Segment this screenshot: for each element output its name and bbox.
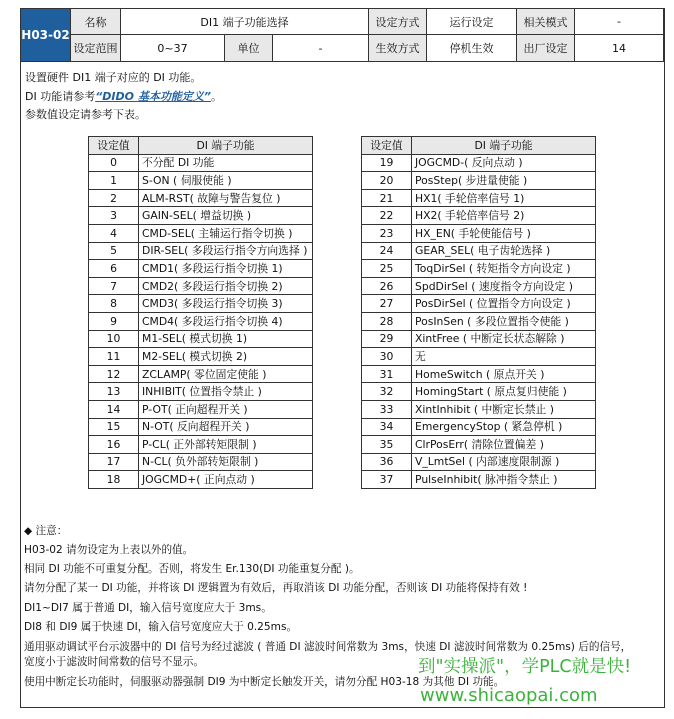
intro-line-1: 设置硬件 DI1 端子对应的 DI 功能。 [25, 71, 202, 84]
table-row [89, 154, 313, 172]
table-row [362, 453, 596, 471]
di-function-cell: P-OT( 正向超程开关 ) [139, 400, 313, 418]
setting-value-cell: 13 [89, 383, 139, 401]
setting-value-cell: 19 [362, 154, 412, 172]
setting-value-cell: 5 [89, 242, 139, 260]
di-function-cell: ToqDirSel ( 转矩指令方向设定 ) [412, 260, 596, 278]
di-function-cell: JOGCMD+( 正向点动 ) [139, 471, 313, 489]
parameter-sheet [20, 8, 665, 708]
di-function-cell: CMD-SEL( 主辅运行指令切换 ) [139, 224, 313, 242]
note-line: DI1~DI7 属于普通 DI，输入信号宽度应大于 3ms。 [24, 602, 272, 614]
di-function-cell: XintInhibit ( 中断定长禁止 ) [412, 400, 596, 418]
table-row [362, 365, 596, 383]
table-row [362, 471, 596, 489]
table-row [89, 260, 313, 278]
di-function-cell: GEAR_SEL( 电子齿轮选择 ) [412, 242, 596, 260]
column-header-value: 设定值 [89, 137, 139, 155]
intro-line-3: 参数值设定请参考下表。 [25, 108, 146, 121]
column-header-function: DI 端子功能 [412, 137, 596, 155]
table-row [362, 383, 596, 401]
default-value: 14 [575, 35, 664, 62]
di-function-cell: S-ON ( 伺服使能 ) [139, 172, 313, 190]
note-line: 宽度小于滤波时间常数的信号不显示。 [24, 656, 205, 668]
table-row [89, 189, 313, 207]
setting-value-cell: 18 [89, 471, 139, 489]
table-row [362, 242, 596, 260]
table-row [362, 277, 596, 295]
table-row [362, 172, 596, 190]
di-function-cell: CMD3( 多段运行指令切换 3) [139, 295, 313, 313]
di-function-cell: ClrPosErr( 清除位置偏差 ) [412, 436, 596, 454]
table-row [362, 189, 596, 207]
setting-value-cell: 28 [362, 312, 412, 330]
table-row [362, 418, 596, 436]
setting-value-cell: 29 [362, 330, 412, 348]
setting-value-cell: 8 [89, 295, 139, 313]
dido-reference-link[interactable]: “DIDO 基本功能定义” [95, 90, 211, 103]
table-row [89, 277, 313, 295]
table-row [89, 295, 313, 313]
di-function-cell: INHIBIT( 位置指令禁止 ) [139, 383, 313, 401]
di-function-cell: CMD4( 多段运行指令切换 4) [139, 312, 313, 330]
effective-label: 生效方式 [369, 35, 427, 62]
table-row [362, 400, 596, 418]
table-row [362, 330, 596, 348]
di-function-cell: DIR-SEL( 多段运行指令方向选择 ) [139, 242, 313, 260]
table-row [362, 224, 596, 242]
effective-value: 停机生效 [427, 35, 517, 62]
di-function-cell: XintFree ( 中断定长状态解除 ) [412, 330, 596, 348]
di-function-cell: P-CL( 正外部转矩限制 ) [139, 436, 313, 454]
setting-value-cell: 16 [89, 436, 139, 454]
setting-value-cell: 6 [89, 260, 139, 278]
table-row [362, 295, 596, 313]
di-function-cell: M2-SEL( 模式切换 2) [139, 348, 313, 366]
watermark-url: www.shicaopai.com [420, 685, 598, 706]
setting-value-cell: 9 [89, 312, 139, 330]
note-line: 通用驱动调试平台示波器中的 DI 信号为经过滤波 ( 普通 DI 滤波时间常数为 3ms，快速 DI 滤波时间常数为 0.25ms) 后的信号， [24, 641, 632, 653]
di-function-cell: CMD2( 多段运行指令切换 2) [139, 277, 313, 295]
setting-value-cell: 22 [362, 207, 412, 225]
parameter-header [21, 9, 664, 62]
di-function-cell: HomeSwitch ( 原点开关 ) [412, 365, 596, 383]
column-header-value: 设定值 [362, 137, 412, 155]
note-line: 使用中断定长功能时，伺服驱动器强制 DI9 为中断定长触发开关，请勿分配 H03-18 为其他 DI 功能。 [24, 676, 505, 688]
setting-value-cell: 3 [89, 207, 139, 225]
setting-value-cell: 10 [89, 330, 139, 348]
table-row [89, 400, 313, 418]
setting-value-cell: 14 [89, 400, 139, 418]
di-function-cell: HX2( 手轮倍率信号 2) [412, 207, 596, 225]
di-function-cell: V_LmtSel ( 内部速度限制源 ) [412, 453, 596, 471]
setting-value-cell: 1 [89, 172, 139, 190]
table-row [362, 436, 596, 454]
note-line: 相同 DI 功能不可重复分配。否则，将发生 Er.130(DI 功能重复分配 )。 [24, 563, 360, 575]
table-row [89, 383, 313, 401]
di-function-cell: JOGCMD-( 反向点动 ) [412, 154, 596, 172]
setting-value-cell: 15 [89, 418, 139, 436]
table-row [89, 312, 313, 330]
setting-value-cell: 34 [362, 418, 412, 436]
di-function-cell: M1-SEL( 模式切换 1) [139, 330, 313, 348]
setting-value-cell: 26 [362, 277, 412, 295]
di-function-cell: PulseInhibit( 脉冲指令禁止 ) [412, 471, 596, 489]
table-row [362, 348, 596, 366]
di-function-cell: N-OT( 反向超程开关 ) [139, 418, 313, 436]
di-function-cell: 无 [412, 348, 596, 366]
intro-line-2-prefix: DI 功能请参考 [25, 90, 96, 103]
note-line: DI8 和 DI9 属于快速 DI，输入信号宽度应大于 0.25ms。 [24, 621, 298, 633]
range-value: 0~37 [121, 35, 225, 62]
default-label: 出厂设定 [517, 35, 575, 62]
di-function-cell: HX1( 手轮倍率信号 1) [412, 189, 596, 207]
di-function-cell: HomingStart ( 原点复归使能 ) [412, 383, 596, 401]
table-row [362, 207, 596, 225]
setting-value-cell: 0 [89, 154, 139, 172]
setting-value-cell: 32 [362, 383, 412, 401]
di-function-cell: PosStep( 步进量使能 ) [412, 172, 596, 190]
name-label: 名称 [71, 9, 121, 35]
table-row [89, 418, 313, 436]
di-function-cell: PosDirSel ( 位置指令方向设定 ) [412, 295, 596, 313]
di-function-cell: ZCLAMP( 零位固定使能 ) [139, 365, 313, 383]
di-function-cell: ALM-RST( 故障与警告复位 ) [139, 189, 313, 207]
table-row [89, 471, 313, 489]
table-row [89, 365, 313, 383]
intro-line-2-suffix: 。 [210, 90, 222, 103]
table-row [89, 453, 313, 471]
related-mode-label: 相关模式 [517, 9, 575, 35]
setting-mode-value: 运行设定 [427, 9, 517, 35]
setting-value-cell: 37 [362, 471, 412, 489]
di-function-cell: CMD1( 多段运行指令切换 1) [139, 260, 313, 278]
di-function-cell: HX_EN( 手轮使能信号 ) [412, 224, 596, 242]
unit-value: - [273, 35, 369, 62]
table-row [89, 330, 313, 348]
setting-value-cell: 30 [362, 348, 412, 366]
notes-title: ◆ 注意： [24, 525, 68, 537]
setting-value-cell: 12 [89, 365, 139, 383]
parameter-code: H03-02 [21, 9, 71, 62]
setting-value-cell: 4 [89, 224, 139, 242]
setting-value-cell: 25 [362, 260, 412, 278]
setting-value-cell: 24 [362, 242, 412, 260]
setting-value-cell: 7 [89, 277, 139, 295]
di-function-cell: GAIN-SEL( 增益切换 ) [139, 207, 313, 225]
di-function-table-left [88, 136, 313, 489]
setting-value-cell: 33 [362, 400, 412, 418]
table-row [89, 348, 313, 366]
setting-value-cell: 35 [362, 436, 412, 454]
di-function-cell: EmergencyStop ( 紧急停机 ) [412, 418, 596, 436]
di-function-cell: PosInSen ( 多段位置指令使能 ) [412, 312, 596, 330]
setting-value-cell: 36 [362, 453, 412, 471]
table-row [89, 224, 313, 242]
di-function-cell: SpdDirSel ( 速度指令方向设定 ) [412, 277, 596, 295]
unit-label: 单位 [225, 35, 273, 62]
table-row [89, 207, 313, 225]
table-row [362, 154, 596, 172]
note-line: 请勿分配了某一 DI 功能，并将该 DI 逻辑置为有效后，再取消该 DI 功能分配，否则该 DI 功能将保持有效 ! [24, 582, 528, 594]
table-row [362, 312, 596, 330]
table-row [89, 172, 313, 190]
setting-value-cell: 11 [89, 348, 139, 366]
setting-mode-label: 设定方式 [369, 9, 427, 35]
setting-value-cell: 23 [362, 224, 412, 242]
table-row [89, 242, 313, 260]
setting-value-cell: 27 [362, 295, 412, 313]
di-function-cell: 不分配 DI 功能 [139, 154, 313, 172]
di-function-cell: N-CL( 负外部转矩限制 ) [139, 453, 313, 471]
setting-value-cell: 20 [362, 172, 412, 190]
column-header-function: DI 端子功能 [139, 137, 313, 155]
watermark-slogan: 到"实操派"，学PLC就是快! [418, 657, 632, 677]
table-row [362, 260, 596, 278]
setting-value-cell: 21 [362, 189, 412, 207]
di-function-table-right [361, 136, 596, 489]
table-row [89, 436, 313, 454]
range-label: 设定范围 [71, 35, 121, 62]
setting-value-cell: 2 [89, 189, 139, 207]
note-line: H03-02 请勿设定为上表以外的值。 [24, 544, 194, 556]
setting-value-cell: 31 [362, 365, 412, 383]
setting-value-cell: 17 [89, 453, 139, 471]
intro-line-2 [25, 88, 222, 104]
related-mode-value: - [575, 9, 664, 35]
name-value: DI1 端子功能选择 [121, 9, 369, 35]
